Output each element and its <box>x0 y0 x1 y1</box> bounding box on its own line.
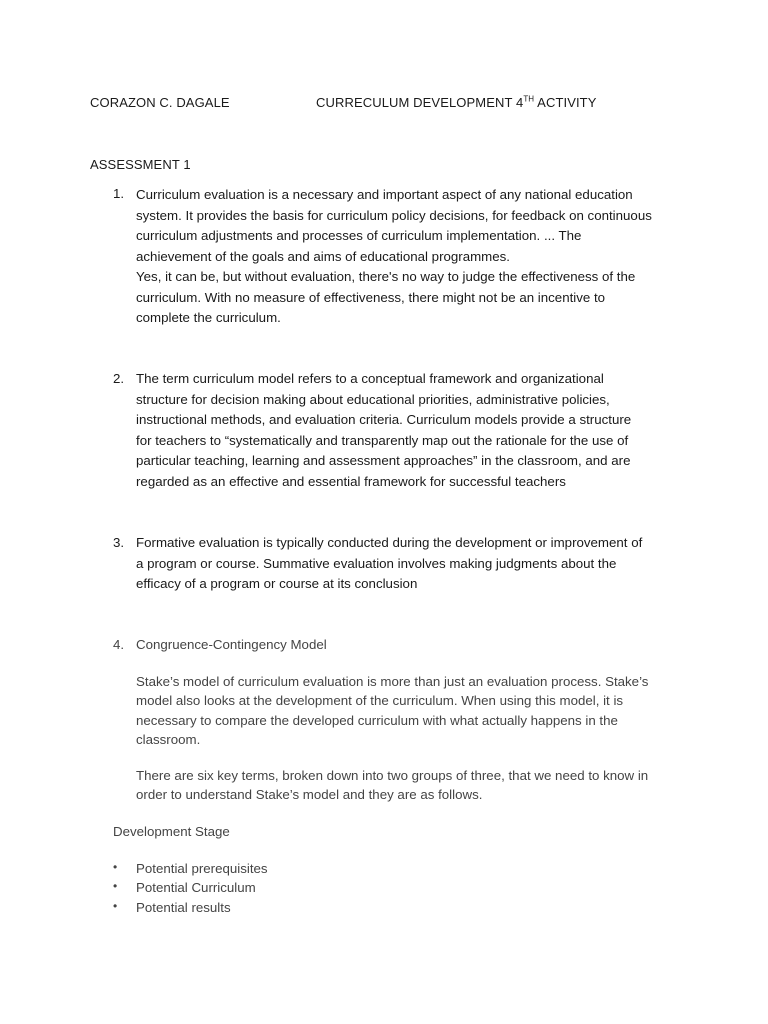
title-prefix: CURRECULUM DEVELOPMENT 4 <box>316 95 524 110</box>
item-4-paragraph-1 <box>136 672 696 749</box>
item-1-line: system. It provides the basis for curriculum policy decisions, for feedback on continuous <box>136 207 652 223</box>
item-4-heading: Congruence-Contingency Model <box>136 637 327 652</box>
item-2-text <box>136 369 696 492</box>
item-2-line: instructional methods, and evaluation criteria. Curriculum models provide a structure <box>136 412 632 427</box>
item-4-para2-line: order to understand Stake’s model and they are as follows. <box>136 787 483 803</box>
item-3-text <box>136 533 696 595</box>
item-2-line: for teachers to “systematically and transparently map out the rationale for the use of <box>136 432 629 448</box>
item-number-2: 2. <box>113 371 125 386</box>
item-1-line: achievement of the goals and aims of educational programmes. <box>136 248 511 264</box>
author-name: CORAZON C. DAGALE <box>90 95 230 110</box>
item-number-1: 1. <box>113 186 125 201</box>
item-number-4: 4. <box>113 637 125 652</box>
item-4-para2-line: There are six key terms, broken down into two groups of three, that we need to know in <box>136 768 649 783</box>
item-1-text <box>136 185 696 329</box>
item-3-line: Formative evaluation is typically conducted during the development or improvement of <box>136 535 643 550</box>
development-stage-heading: Development Stage <box>113 824 230 839</box>
development-stage-bullet: Potential prerequisites <box>136 861 268 876</box>
item-2-line: particular teaching, learning and assessment approaches” in the classroom, and are <box>136 453 631 468</box>
item-1-line: complete the curriculum. <box>136 310 281 325</box>
item-1-line: Yes, it can be, but without evaluation, there's no way to judge the effectiveness of the <box>136 269 636 284</box>
item-2-line: The term curriculum model refers to a conceptual framework and organizational <box>136 371 604 386</box>
item-4-para1-line: model also looks at the development of the curriculum. When using this model, it is <box>136 693 624 709</box>
item-2-line: structure for decision making about educational priorities, administrative policies, <box>136 391 610 407</box>
bullet-icon: • <box>113 879 118 893</box>
item-3-line: a program or course. Summative evaluation involves making judgments about the <box>136 555 617 571</box>
item-2-line: regarded as an effective and essential framework for successful teachers <box>136 473 566 489</box>
development-stage-bullet: Potential Curriculum <box>136 880 256 895</box>
item-4-paragraph-2 <box>136 766 696 805</box>
item-number-3: 3. <box>113 535 125 550</box>
development-stage-bullet: Potential results <box>136 900 231 915</box>
title-suffix: ACTIVITY <box>534 95 597 110</box>
item-1-line: curriculum. With no measure of effectiveness, there might not be an incentive to <box>136 289 606 305</box>
item-3-line: efficacy of a program or course at its conclusion <box>136 576 418 591</box>
item-4-para1-line: classroom. <box>136 731 201 747</box>
item-4-para1-line: Stake’s model of curriculum evaluation is more than just an evaluation process. Stake’s <box>136 674 649 689</box>
section-heading: ASSESSMENT 1 <box>90 157 191 172</box>
title-superscript: TH <box>523 94 535 104</box>
bullet-icon: • <box>113 899 118 913</box>
item-1-line: Curriculum evaluation is a necessary and important aspect of any national education <box>136 187 633 202</box>
bullet-icon: • <box>113 860 118 874</box>
item-1-line: curriculum adjustments and processes of curriculum implementation. ... The <box>136 228 582 243</box>
document-title <box>316 95 597 110</box>
item-4-para1-line: necessary to compare the developed curriculum with what actually happens in the <box>136 712 618 728</box>
